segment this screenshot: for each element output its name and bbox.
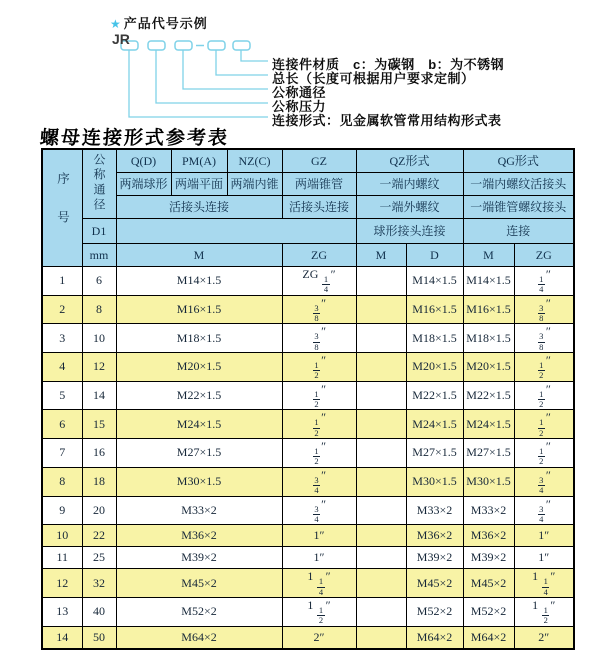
table-cell: M27×1.5 — [463, 439, 514, 468]
header-mm: mm — [82, 244, 116, 267]
table-cell: M16×1.5 — [463, 295, 514, 324]
lead-line-length — [216, 50, 268, 75]
table-cell: M18×1.5 — [463, 324, 514, 353]
diagram-heading — [110, 13, 208, 32]
header-qg-desc2: 一端锥管螺纹接头 — [463, 196, 574, 219]
table-cell: 6 — [82, 267, 116, 296]
star-icon: ★ — [110, 17, 122, 31]
table-cell: M14×1.5 — [116, 267, 282, 296]
table-cell: 1 $\frac{1}{4}$ ″ — [282, 569, 356, 598]
table-cell: M33×2 — [116, 496, 282, 525]
table-cell: M33×2 — [463, 496, 514, 525]
table-cell: 3 — [42, 324, 82, 353]
label-length: 总长（长度可根据用户要求定制） — [272, 71, 475, 86]
table-cell — [356, 547, 406, 569]
table-cell: M36×2 — [406, 525, 463, 547]
lead-line-connection — [129, 50, 268, 117]
table-row — [42, 569, 574, 598]
table-cell — [356, 353, 406, 382]
lead-line-diameter — [183, 50, 268, 89]
header-pma-desc: 两端平面 — [171, 173, 227, 196]
table-cell: M36×2 — [463, 525, 514, 547]
code-box-4 — [208, 41, 225, 50]
code-box-3 — [175, 41, 192, 50]
table-cell: M52×2 — [406, 597, 463, 626]
header-qz-form: QZ形式 — [356, 149, 463, 173]
table-cell: M18×1.5 — [116, 324, 282, 353]
table-cell: $\frac{1}{2}$ ″ — [514, 381, 574, 410]
table-cell: M14×1.5 — [406, 267, 463, 296]
table-cell: 14 — [42, 626, 82, 649]
header-m-qz: M — [356, 244, 406, 267]
header-diameter: 公称通径 — [82, 149, 116, 219]
table-cell: $\frac{3}{4}$ ″ — [282, 467, 356, 496]
label-connection: 连接形式：见金属软管常用结构形式表 — [272, 113, 502, 128]
table-cell: 14 — [82, 381, 116, 410]
table-cell: 50 — [82, 626, 116, 649]
table-cell: 1″ — [514, 525, 574, 547]
table-cell: 22 — [82, 525, 116, 547]
table-cell: M52×2 — [463, 597, 514, 626]
table-cell: M45×2 — [406, 569, 463, 598]
header-gz-connection: 活接头连接 — [282, 196, 356, 219]
table-cell: 18 — [82, 467, 116, 496]
table-cell: 1 — [42, 267, 82, 296]
code-box-5 — [233, 41, 250, 50]
header-qg-form: QG形式 — [463, 149, 574, 173]
table-cell: 5 — [42, 381, 82, 410]
table-cell: 12 — [42, 569, 82, 598]
table-cell: 2 — [42, 295, 82, 324]
table-cell: 6 — [42, 410, 82, 439]
label-pressure: 公称压力 — [272, 99, 327, 114]
table-cell: 9 — [42, 496, 82, 525]
table-cell: $\frac{1}{4}$ ″ — [514, 267, 574, 296]
code-prefix: JR — [112, 31, 130, 47]
header-qg-desc1: 一端内螺纹活接头 — [463, 173, 574, 196]
table-cell: $\frac{1}{2}$ ″ — [282, 439, 356, 468]
table-cell: M22×1.5 — [406, 381, 463, 410]
table-cell: 1″ — [282, 547, 356, 569]
table-cell — [356, 324, 406, 353]
table-cell: 25 — [82, 547, 116, 569]
header-qz-desc2: 一端外螺纹 — [356, 196, 463, 219]
table-cell: M33×2 — [406, 496, 463, 525]
nut-connection-table — [41, 148, 575, 650]
table-cell: M24×1.5 — [406, 410, 463, 439]
table-cell: 2″ — [282, 626, 356, 649]
table-cell: 11 — [42, 547, 82, 569]
table-cell: M24×1.5 — [463, 410, 514, 439]
header-qg-connection: 连接 — [463, 219, 574, 244]
table-row — [42, 525, 574, 547]
table-cell: $\frac{3}{4}$ ″ — [282, 496, 356, 525]
table-cell: $\frac{3}{8}$ ″ — [282, 295, 356, 324]
table-header — [42, 149, 574, 267]
table-cell: $\frac{3}{8}$ ″ — [514, 324, 574, 353]
table-cell — [356, 410, 406, 439]
lead-line-material — [241, 50, 268, 61]
table-cell — [356, 569, 406, 598]
table-cell: M16×1.5 — [116, 295, 282, 324]
product-code-diagram — [0, 0, 600, 128]
header-qz-desc1: 一端内螺纹 — [356, 173, 463, 196]
label-diameter: 公称通径 — [272, 85, 327, 100]
table-cell: M27×1.5 — [406, 439, 463, 468]
header-pma: PM(A) — [171, 149, 227, 173]
table-cell: 13 — [42, 597, 82, 626]
header-qz-connection: 球形接头连接 — [356, 219, 463, 244]
table-cell: M64×2 — [406, 626, 463, 649]
table-cell: 12 — [82, 353, 116, 382]
table-cell: $\frac{1}{2}$ ″ — [514, 439, 574, 468]
table-cell — [356, 267, 406, 296]
table-cell: M45×2 — [463, 569, 514, 598]
table-cell: 7 — [42, 439, 82, 468]
table-cell: M22×1.5 — [463, 381, 514, 410]
table-cell: M20×1.5 — [463, 353, 514, 382]
table-cell: 40 — [82, 597, 116, 626]
header-m-wide: M — [116, 244, 282, 267]
table-cell: $\frac{1}{2}$ ″ — [514, 410, 574, 439]
table-cell: M14×1.5 — [463, 267, 514, 296]
table-row — [42, 467, 574, 496]
table-cell: 20 — [82, 496, 116, 525]
table-cell: $\frac{1}{2}$ ″ — [282, 381, 356, 410]
table-cell — [356, 496, 406, 525]
table-cell: 1 $\frac{1}{4}$ ″ — [514, 569, 574, 598]
table-cell: 8 — [82, 295, 116, 324]
table-cell: $\frac{1}{2}$ ″ — [282, 353, 356, 382]
table-cell: $\frac{3}{4}$ ″ — [514, 467, 574, 496]
table-cell: M30×1.5 — [116, 467, 282, 496]
table-cell: 1″ — [282, 525, 356, 547]
table-cell: M52×2 — [116, 597, 282, 626]
table-cell: M64×2 — [116, 626, 282, 649]
table-cell: 2″ — [514, 626, 574, 649]
table-cell: M30×1.5 — [406, 467, 463, 496]
header-m-qg: M — [463, 244, 514, 267]
header-empty-span — [116, 219, 356, 244]
code-box-2 — [148, 41, 165, 50]
table-cell: M39×2 — [116, 547, 282, 569]
table-cell — [356, 381, 406, 410]
header-d-qz: D — [406, 244, 463, 267]
table-cell: M30×1.5 — [463, 467, 514, 496]
header-zg-qg: ZG — [514, 244, 574, 267]
table-cell: M64×2 — [463, 626, 514, 649]
table-cell — [356, 626, 406, 649]
table-row — [42, 626, 574, 649]
table-row — [42, 381, 574, 410]
table-row — [42, 410, 574, 439]
table-cell: 1 $\frac{1}{2}$ ″ — [282, 597, 356, 626]
table-cell: M16×1.5 — [406, 295, 463, 324]
table-row — [42, 597, 574, 626]
table-cell: $\frac{3}{4}$ ″ — [514, 496, 574, 525]
header-nzc-desc: 两端内锥 — [227, 173, 282, 196]
table-cell: 8 — [42, 467, 82, 496]
table-title: 螺母连接形式参考表 — [39, 127, 230, 149]
table-cell: $\frac{1}{2}$ ″ — [514, 353, 574, 382]
table-row — [42, 353, 574, 382]
table-cell: M24×1.5 — [116, 410, 282, 439]
table-cell: M20×1.5 — [116, 353, 282, 382]
table-cell: 1″ — [514, 547, 574, 569]
table-row — [42, 547, 574, 569]
table-cell: 16 — [82, 439, 116, 468]
table-cell: M39×2 — [406, 547, 463, 569]
table-cell: ZG $\frac{1}{4}$ ″ — [282, 267, 356, 296]
table-cell: M36×2 — [116, 525, 282, 547]
table-cell: 10 — [82, 324, 116, 353]
table-cell: M27×1.5 — [116, 439, 282, 468]
table-cell: $\frac{3}{8}$ ″ — [514, 295, 574, 324]
table-cell — [356, 467, 406, 496]
header-union-connection: 活接头连接 — [116, 196, 282, 219]
table-row — [42, 324, 574, 353]
table-cell: M20×1.5 — [406, 353, 463, 382]
table-cell: M45×2 — [116, 569, 282, 598]
table-row — [42, 496, 574, 525]
table-cell: $\frac{1}{2}$ ″ — [282, 410, 356, 439]
table-cell — [356, 597, 406, 626]
table-row — [42, 439, 574, 468]
diagram-heading-text: 产品代号示例 — [123, 16, 208, 31]
table-cell: 1 $\frac{1}{2}$ ″ — [514, 597, 574, 626]
header-serial: 序号 — [42, 149, 82, 267]
table-cell: M22×1.5 — [116, 381, 282, 410]
header-nzc: NZ(C) — [227, 149, 282, 173]
table-cell: 32 — [82, 569, 116, 598]
table-cell — [356, 525, 406, 547]
label-material: 连接件材质 c：为碳钢 b：为不锈钢 — [272, 57, 505, 72]
header-qd: Q(D) — [116, 149, 171, 173]
header-qd-desc: 两端球形 — [116, 173, 171, 196]
lead-line-pressure — [156, 50, 268, 103]
header-gz: GZ — [282, 149, 356, 173]
table-cell — [356, 295, 406, 324]
header-d1: D1 — [82, 219, 116, 244]
table-cell: M39×2 — [463, 547, 514, 569]
table-body — [42, 267, 574, 649]
table-cell: $\frac{3}{8}$ ″ — [282, 324, 356, 353]
table-cell — [356, 439, 406, 468]
table-cell: M18×1.5 — [406, 324, 463, 353]
header-zg-gz: ZG — [282, 244, 356, 267]
table-row — [42, 295, 574, 324]
table-cell: 4 — [42, 353, 82, 382]
table-cell: 10 — [42, 525, 82, 547]
table-cell: 15 — [82, 410, 116, 439]
header-gz-desc: 两端锥管 — [282, 173, 356, 196]
table-row — [42, 267, 574, 296]
